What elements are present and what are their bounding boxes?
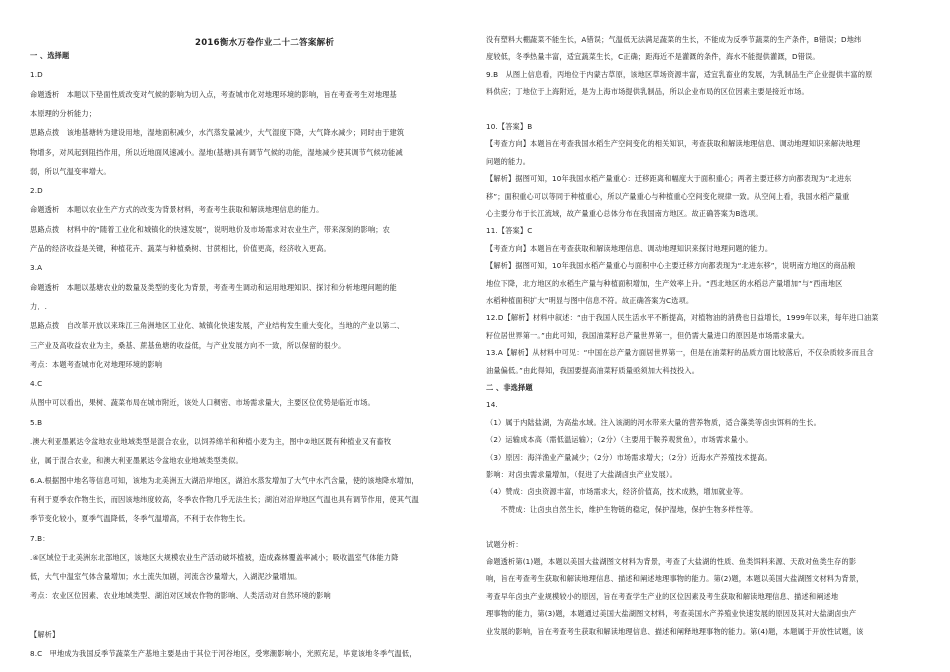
right-text-line: 心主要分布于长江流域，故产量重心总体分布在我国南方地区。故正确答案为B选项。 [486, 209, 763, 218]
left-text-line: 【解析】 [30, 630, 60, 639]
left-text-line: 有利于夏季农作物生长，而因该地纬度较高，冬季农作物几乎无法生长；湖泊对沿岸地区气温也具有调节作用，使其气温 [30, 494, 419, 504]
left-text-line: 1.D [30, 70, 43, 80]
left-text-line: 弱，所以气温变率增大。 [30, 166, 111, 176]
left-text-line: 6.A.根据图中地名等信息可知，该地为北美洲五大湖沿岸地区，湖泊水蒸发增加了大气中水汽含量，使的该地降水增加， [30, 475, 419, 485]
left-text-line: 低，大气中温室气体含量增加；水土流失加剧，河流含沙量增大，入湖泥沙量增加。 [30, 572, 302, 582]
right-text-line: 10.【答案】B [486, 122, 533, 131]
right-text-line: 没有塑料大棚蔬菜不能生长，A错误；气温低无法满足蔬菜的生长，不能成为反季节蔬菜的生产条件，B错误；D地纬 [486, 35, 862, 44]
right-text-line: 水稻种植面积扩大”明显与图中信息不符。故正确答案为C选项。 [486, 296, 694, 305]
left-text-line: 5.B [30, 417, 43, 427]
left-text-line: 业，属于混合农业，和澳大利亚墨累达令盆地农业地域类型类似。 [30, 456, 243, 466]
right-text-line: 二 、非选择题 [486, 383, 533, 392]
right-text-line: 地位下降，北方地区的水稻生产量与种植面积增加，生产效率上升。“西北地区的水稻总产量增加”与“西南地区 [486, 278, 843, 288]
left-text-line: 力．. [30, 301, 48, 311]
left-text-line: 物增多，对风起到阻挡作用，所以近地面风速减小。湿地(基塘)具有调节气候的功能，湿地减少使其调节气候功能减 [30, 147, 403, 157]
left-text-line: 从图中可以看出，果树、蔬菜布局在城市附近，该处人口稠密、市场需求量大，主要区位优势是临近市场。 [30, 398, 375, 408]
right-text-line: 问题的能力。 [486, 156, 531, 166]
left-text-line: .④区域位于北美洲东北部地区，该地区大规模农业生产活动破坏植被，造成森林覆盖率减小；吸收温室气体能力降 [30, 552, 399, 562]
right-text-line: 业发展的影响，旨在考查考生获取和解读地理信息、描述和阐释地理事物的能力。第(4)题，本题属于开放性试题，该 [486, 626, 864, 636]
left-text-line: 命题透析 本题以农业生产方式的改变为背景材料，考查考生获取和解读地理信息的能力。 [30, 205, 324, 215]
left-text-line: 思路点拨 自改革开放以来珠江三角洲地区工业化、城镇化快速发展，产业结构发生重大变化，当地的产业以第二、 [30, 321, 405, 331]
right-text-line: 试题分析： [486, 539, 523, 549]
right-text-line: 理事物的能力，第(3)题，本题通过美国大盐湖图文材料，考查美国水产养殖业快速发展的原因及其对大盐湖卤虫产 [486, 609, 857, 619]
left-text-line: 8.C 甲地成为我国反季节蔬菜生产基地主要是由于其位于河谷地区，受寒潮影响小，光照充足，毕竟该地冬季气温低， [30, 649, 417, 659]
left-text-line: 4.C [30, 379, 43, 389]
right-text-line: 影响：对卤虫需求量增加，（促进了大盐湖卤虫产业发展）。 [486, 470, 677, 479]
left-text-line: .澳大利亚墨累达令盆地农业地域类型是混合农业，以饲养绵羊和种植小麦为主，图中②地区既有种植业又有畜牧 [30, 437, 392, 446]
right-text-line: 【解析】据图可知，10年我国水稻产量重心：迁移距离和幅度大于面积重心；两者主要迁移方向都表现为“北进东 [486, 174, 852, 184]
left-text-line: 考点：农业区位因素、农业地域类型、湖泊对区域农作物的影响、人类活动对自然环境的影响 [30, 591, 331, 601]
right-text-line: 【考查方向】本题旨在考查我国水稻生产空间变化的相关知识，考查获取和解读地理信息、调动地理知识来解决地理 [486, 139, 861, 149]
left-text-line: 思路点拨 材料中的“随着工业化和城镇化的快速发展”，说明地价及市场需求对农业生产，带来深刻的影响；农 [30, 224, 390, 234]
right-text-line: （1）属于内陆盐湖，为高盐水域。注入该湖的河水带来大量的营养物质，适合藻类等卤虫饵料的生长。 [486, 417, 821, 427]
right-text-line: （2）运输成本高（需低温运输）；（2分）（主要用于鞍养观赏鱼），市场需求量小。 [486, 435, 753, 445]
left-text-line: 产品的经济收益是关键，种植花卉、蔬菜与种植桑树、甘蔗相比，价值更高，经济收入更高。 [30, 244, 331, 253]
right-text-line: 考查早年卤虫产业规模较小的原因，旨在考查学生产业的区位因素及考生获取和解读地理信息、描述和阐述地 [486, 591, 839, 601]
right-text-line: 响，旨在考查考生获取和解读地理信息、描述和阐述地理事物的能力。第(2)题，本题以美国大盐湖图文材料为背景， [486, 574, 864, 584]
left-text-line: 命题透析 本题以下垫面性质改变对气候的影响为切入点，考查城市化对地理环境的影响，旨在考查考生对地理基 [30, 89, 397, 99]
left-text-line: 思路点拨 该地基塘转为建设用地，湿地面积减少，水汽蒸发量减少，大气湿度下降，大气降水减少；同时由于建筑 [30, 128, 405, 138]
left-text-line: 7.B： [30, 533, 50, 543]
right-text-line: 9.B 从图上信息看，丙地位于内蒙古草原，该地区草场资源丰富，适宜乳畜业的发展，为乳制品生产企业提供丰富的原 [486, 69, 873, 79]
right-text-line: 移”；面积重心可以等同于种植重心，所以产量重心与种植重心空间变化规律一致。从空间上看，我国水稻产量重 [486, 191, 850, 201]
right-text-line: （3）原因：海洋渔业产量减少；（2分）市场需求增大；（2分）近海水产养殖技术提高。 [486, 452, 772, 462]
right-text-line: 14. [486, 400, 498, 410]
right-text-line: 不赞成：让卤虫自然生长，维护生物链的稳定，保护湿地，保护生物多样性等。 [486, 504, 758, 514]
right-text-line: 12.D【解析】材料中叙述：“由于我国人民生活水平不断提高，对植物油的消费也日益增长，1999年以来，每年进口油菜 [486, 313, 879, 323]
document-title: 2016衡水万卷作业二十二答案解析 [195, 38, 335, 48]
left-text-line: 命题透析 本题以基塘农业的数量及类型的变化为背景，考查考生调动和运用地理知识、探讨和分析地理问题的能 [30, 282, 397, 292]
left-text-line: 2.D [30, 186, 43, 196]
right-text-line: 料供应；丁地位于上海附近，是为上海市场提供乳制品，所以企业布局的区位因素主要是接近市场。 [486, 87, 809, 97]
right-text-line: 【解析】据图可知，10年我国水稻产量重心与面积中心主要迁移方向都表现为“北进东移”，说明南方地区的商品粮 [486, 261, 856, 271]
left-text-line: 季节变化较小，夏季气温降低，冬季气温增高，不利于农作物生长。 [30, 514, 251, 524]
right-text-line: 11.【答案】C [486, 226, 533, 236]
right-text-line: 油量偏低。”由此得知，我国要提高油菜籽质量亟须加大科技投入。 [486, 365, 700, 375]
left-text-line: 本原理的分析能力； [30, 108, 97, 118]
right-text-line: （4）赞成：卤虫资源丰富，市场需求大，经济价值高，技术成熟，增加就业等。 [486, 487, 748, 497]
right-text-line: 13.A【解析】从材料中可见：“中国在总产量方面居世界第一，但是在油菜籽的品质方面比较落后，不仅杂质较多而且含 [486, 348, 874, 358]
right-text-line: 度较低，冬季热量丰富，适宜蔬菜生长，C正确；距海近不是灌溉的条件，海水不能提供灌溉，D错误。 [486, 52, 820, 62]
left-text-line: 三产业及高收益农业为主，桑基、蔗基鱼塘的收益低，与产业发展方向不一致，所以保留的很少。 [30, 340, 346, 350]
left-text-line: 考点：本题考查城市化对地理环境的影响 [30, 359, 163, 369]
right-text-line: 【考查方向】本题旨在考查获取和解读地理信息、调动地理知识来探讨地理问题的能力。 [486, 243, 773, 253]
right-text-line: 命题透析第(1)题，本题以美国大盐湖图文材料为背景，考查了大盐湖的性质、鱼类饵料来源、天敌对鱼类生存的影 [486, 557, 857, 566]
right-text-line: 籽位居世界第一。”由此可知，我国油菜籽总产量世界第一，但仍需大量进口的原因是市场需求量大。 [486, 330, 810, 340]
left-text-line: 一 、选择题 [30, 51, 70, 60]
left-text-line: 3.A [30, 263, 43, 273]
